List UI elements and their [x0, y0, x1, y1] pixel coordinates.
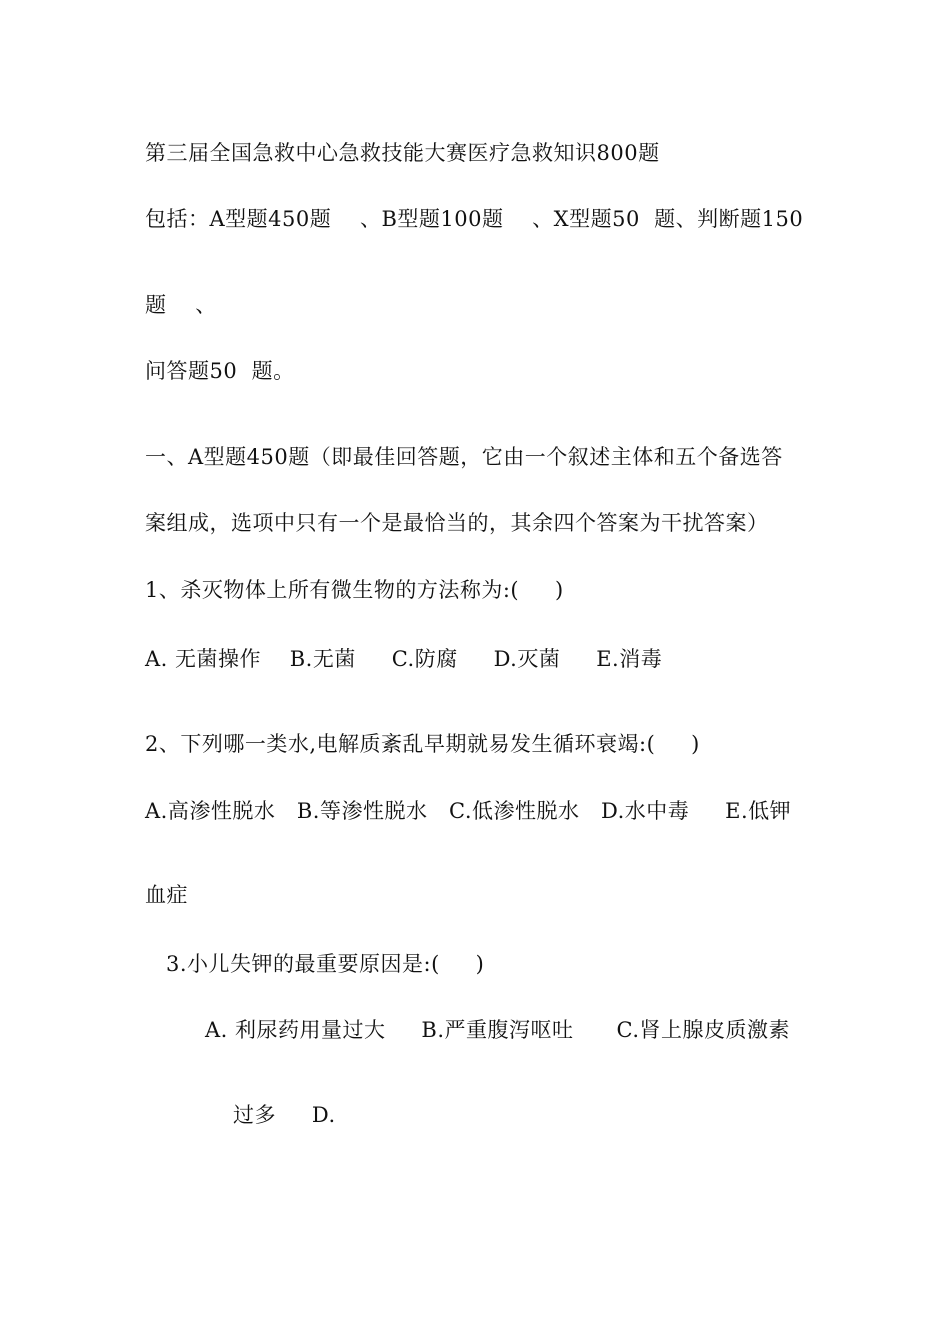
section-a-heading-line-1: 一、A型题450题（即最佳回答题，它由一个叙述主体和五个备选答 — [145, 445, 783, 469]
includes-line-3: 问答题50 题。 — [145, 359, 295, 383]
question-3-options-line-1: A. 利尿药用量过大 B.严重腹泻呕吐 C.肾上腺皮质激素 — [205, 1018, 791, 1042]
question-3-options-line-2: 过多 D. — [233, 1103, 336, 1127]
question-1-options: A. 无菌操作 B.无菌 C.防腐 D.灭菌 E.消毒 — [145, 647, 663, 671]
includes-line-2: 题 、 — [145, 293, 217, 317]
question-2-options-line-1: A.高渗性脱水 B.等渗性脱水 C.低渗性脱水 D.水中毒 E.低钾 — [145, 799, 792, 823]
question-2-stem: 2、下列哪一类水,电解质紊乱早期就易发生循环衰竭:( ) — [145, 732, 700, 756]
question-2-options-line-2: 血症 — [145, 883, 188, 907]
section-a-heading-line-2: 案组成，选项中只有一个是最恰当的，其余四个答案为干扰答案） — [145, 511, 769, 535]
question-1-stem: 1、杀灭物体上所有微生物的方法称为:( ) — [145, 578, 564, 602]
question-3-stem: 3.小儿失钾的最重要原因是:( ) — [166, 952, 485, 976]
includes-line-1: 包括：A型题450题 、B型题100题 、X型题50 题、判断题150 — [145, 207, 804, 231]
document-title: 第三届全国急救中心急救技能大赛医疗急救知识800题 — [145, 141, 660, 165]
